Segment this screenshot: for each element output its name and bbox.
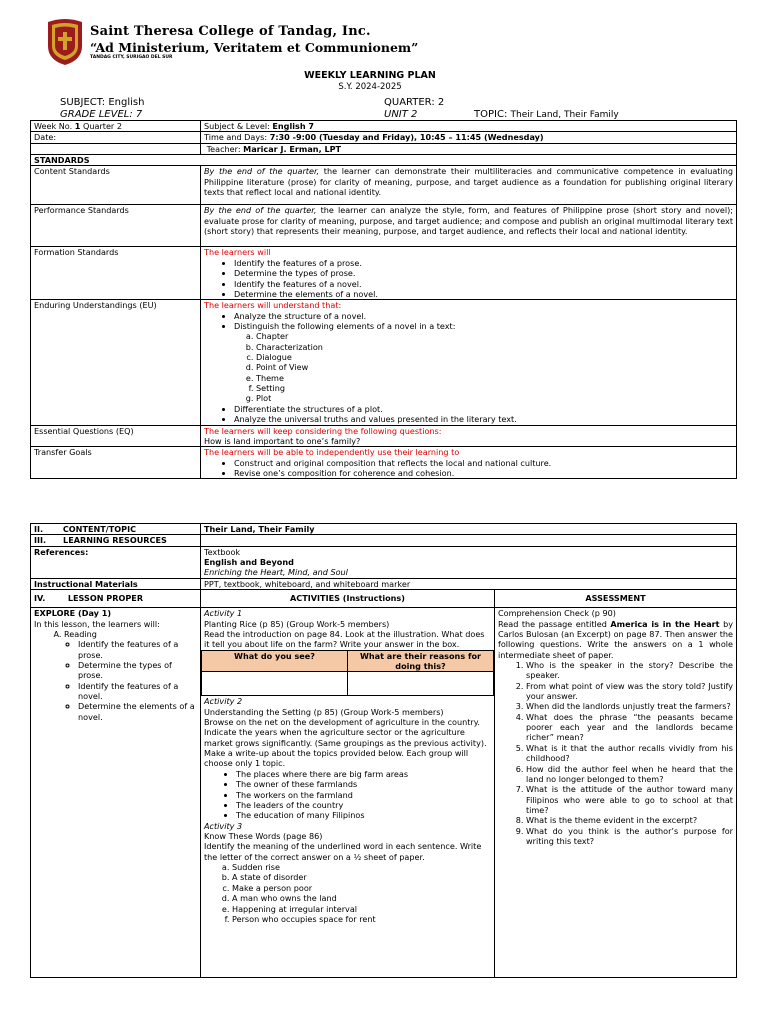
- materials-label: Instructional Materials: [31, 578, 201, 589]
- activity-1-text: Read the introduction on page 84. Look at the illustration. What does it tell you about life on the farm? Write your answer in the box.: [204, 628, 485, 650]
- formation-standards-cell: [201, 247, 737, 300]
- plan-title: WEEKLY LEARNING PLAN: [304, 70, 436, 81]
- performance-standards-label: Performance Standards: [31, 205, 201, 247]
- list-item: 8. What is the theme evident in the excerpt?: [526, 815, 733, 825]
- essential-intro: The learners will keep considering the following questions:: [204, 425, 442, 436]
- reference-type: Textbook: [204, 546, 241, 557]
- topic-heading: [474, 109, 619, 120]
- references-label: References:: [31, 546, 201, 578]
- school-motto: “Ad Ministerium, Veritatem et Communionem”: [90, 40, 419, 55]
- assessment-cell: [495, 608, 737, 978]
- explore-list: [34, 629, 197, 722]
- content-standards-text: By the end of the quarter, the learner can demonstrate their multiliteracies and communicative competence in evaluating Philippine literature (prose) for clarity of meaning, purpose, and target audience as a foundation for publishing original literary texts that reflect local and national identity.: [201, 166, 737, 205]
- table-row: [31, 132, 737, 143]
- activities-cell: [201, 608, 495, 978]
- list-item: • Revise one’s composition for coherence and cohesion.: [234, 468, 733, 478]
- table-row: [31, 546, 737, 578]
- list-item: • Differentiate the structures of a plot.: [234, 404, 733, 414]
- date-cell: Date:: [31, 132, 201, 143]
- list-item: • Identify the features of a prose.: [234, 258, 733, 268]
- table-row: [31, 608, 737, 978]
- essential-questions-cell: [201, 425, 737, 447]
- list-item: • The education of many Filipinos: [236, 810, 491, 820]
- formation-standards-label: Formation Standards: [31, 247, 201, 300]
- list-item: 9. What do you think is the author’s purpose for writing this text?: [526, 826, 733, 847]
- explore-title: EXPLORE (Day 1): [34, 608, 112, 619]
- explore-bullets: [64, 639, 197, 722]
- activities-header: ACTIVITIES (Instructions): [201, 590, 495, 608]
- table-row: [31, 590, 737, 608]
- list-item: f. Person who occupies space for rent: [232, 914, 491, 924]
- list-item: d. A man who owns the land: [232, 893, 491, 903]
- lesson-proper-label: IV. LESSON PROPER: [31, 590, 201, 608]
- list-item: • Distinguish the following elements of a novel in a text: a. Chapter b. Characterization c. Dialogue d. Point of View e. Theme f. Setting g. Plot: [234, 321, 733, 404]
- list-item: e. Happening at irregular interval: [232, 904, 491, 914]
- activity-3-choices: [204, 862, 491, 924]
- activity-1-col-reasons: What are their reasons for doing this?: [348, 650, 494, 672]
- explore-cell: [31, 608, 201, 978]
- time-days-cell: Time and Days: 7:30 -9:00 (Tuesday and Friday), 10:45 – 11:45 (Wednesday): [201, 132, 737, 143]
- assessment-questions: [498, 660, 733, 846]
- formation-list: [204, 258, 733, 299]
- table-row: [31, 205, 737, 247]
- reference-subtitle: Enriching the Heart, Mind, and Soul: [204, 567, 348, 578]
- enduring-list: [204, 311, 733, 425]
- enduring-understandings-cell: [201, 300, 737, 425]
- list-item: • Construct and original composition that reflects the local and national culture.: [234, 458, 733, 468]
- activity-1-table: [201, 650, 494, 697]
- list-item: c. Dialogue: [256, 352, 733, 362]
- unit-label: UNIT 2: [384, 109, 418, 120]
- list-item: 6. How did the author feel when he heard that the land no longer belonged to them?: [526, 764, 733, 785]
- references-cell: [201, 546, 737, 578]
- lesson-plan-table: [30, 523, 737, 978]
- list-item: ◦ Identify the features of a prose.: [78, 639, 197, 660]
- list-item: • Analyze the universal truths and values presented in the literary text.: [234, 414, 733, 424]
- school-seal-logo: [44, 16, 86, 66]
- transfer-goals-label: Transfer Goals: [31, 447, 201, 479]
- list-item: b. Characterization: [256, 342, 733, 352]
- topic-label: TOPIC:: [474, 109, 508, 120]
- activity-2-topics: [204, 769, 491, 821]
- list-item: 7. What is the attitude of the author toward many Filipinos who were able to go to school at that time?: [526, 784, 733, 815]
- transfer-goals-cell: [201, 447, 737, 479]
- formation-intro: The learners will: [204, 247, 271, 258]
- table-row: [31, 300, 737, 425]
- list-item: A. Reading ◦ Identify the features of a prose. ◦ Determine the types of prose. ◦ Identify the features of a novel. ◦ Determine the elements of a novel.: [64, 629, 197, 722]
- table-row: [202, 650, 494, 672]
- learning-resources-label: III. LEARNING RESOURCES: [31, 535, 201, 546]
- activity-3-title: Activity 3: [204, 820, 243, 831]
- content-topic-label: II. CONTENT/TOPIC: [31, 524, 201, 535]
- transfer-intro: The learners will be able to independently use their learning to: [204, 447, 460, 458]
- list-item: 5. What is it that the author recalls vividly from his childhood?: [526, 743, 733, 764]
- activity-2-text: Browse on the net on the development of agriculture in the country. Indicate the years when the agriculture sector or the agriculture market grows significantly. (Same groupings as the previous activity).: [204, 717, 487, 748]
- list-item: • The leaders of the country: [236, 800, 491, 810]
- table-row: [31, 447, 737, 479]
- list-item: ◦ Determine the types of prose.: [78, 660, 197, 681]
- list-item: • Determine the elements of a novel.: [234, 289, 733, 299]
- list-item: 2. From what point of view was the story told? Justify your answer.: [526, 681, 733, 702]
- list-item: • Identify the features of a novel.: [234, 279, 733, 289]
- list-item: a. Chapter: [256, 331, 733, 341]
- grade-level-label: GRADE LEVEL: 7: [60, 109, 143, 120]
- topic-value: Their Land, Their Family: [510, 110, 619, 120]
- quarter-label: QUARTER: 2: [384, 97, 445, 108]
- table-row: [31, 155, 737, 166]
- list-item: • The workers on the farmland: [236, 790, 491, 800]
- subject-level-cell: Subject & Level: English 7: [201, 121, 737, 132]
- school-address: TANDAG CITY, SURIGAO DEL SUR: [90, 55, 173, 60]
- assessment-intro: Read the passage entitled America is in the Heart by Carlos Bulosan (an Excerpt) on page 87. Then answer the following questions. Write the answers on a 1 whole intermediate sheet of paper.: [498, 618, 733, 660]
- content-standards-label: Content Standards: [31, 166, 201, 205]
- table-row: [202, 672, 494, 696]
- activity-1-name: Planting Rice (p 85) (Group Work-5 members): [204, 618, 390, 629]
- enduring-understandings-label: Enduring Understandings (EU): [31, 300, 201, 425]
- essential-question: How is land important to one’s family?: [204, 435, 361, 446]
- activity-3-text: Identify the meaning of the underlined word in each sentence. Write the letter of the correct answer on a ½ sheet of paper.: [204, 841, 482, 862]
- list-item: a. Sudden rise: [232, 862, 491, 872]
- standards-table: [30, 120, 737, 479]
- list-item: 3. When did the landlords unjustly treat the farmers?: [526, 701, 733, 711]
- school-name: Saint Theresa College of Tandag, Inc.: [90, 24, 371, 39]
- assessment-header: ASSESSMENT: [495, 590, 737, 608]
- list-item: c. Make a person poor: [232, 883, 491, 893]
- table-row: [31, 121, 737, 132]
- content-topic-value: Their Land, Their Family: [201, 524, 737, 535]
- activity-1-title: Activity 1: [204, 608, 243, 619]
- standards-heading: STANDARDS: [31, 155, 737, 166]
- enduring-intro: The learners will understand that:: [204, 300, 342, 311]
- week-cell: Week No. 1 Quarter 2: [31, 121, 201, 132]
- performance-standards-text: By the end of the quarter, the learner can analyze the style, form, and features of Philippine prose (short story and novel); evaluate prose for clarity of meaning, purpose, and target audience; and compose and publish an original multimodal literary text (short story) that represents their meaning, purpose, and target audience, and reflects their local and national identity.: [201, 205, 737, 247]
- activity-2-text2: Make a write-up about the topics provided below. Each group will choose only 1 topic.: [204, 748, 469, 769]
- list-item: ◦ Identify the features of a novel.: [78, 681, 197, 702]
- table-row: [31, 524, 737, 535]
- explore-intro: In this lesson, the learners will:: [34, 618, 160, 629]
- assessment-title: Comprehension Check (p 90): [498, 608, 616, 619]
- transfer-list: [204, 458, 733, 479]
- list-item: 4. What does the phrase “the peasants became poorer each year and the landlords became richer” mean?: [526, 712, 733, 743]
- list-item: g. Plot: [256, 393, 733, 403]
- teacher-cell: Teacher: Maricar J. Erman, LPT: [201, 143, 737, 154]
- list-item: e. Theme: [256, 373, 733, 383]
- reference-title: English and Beyond: [204, 557, 294, 568]
- table-row: [31, 535, 737, 546]
- list-item: • Determine the types of prose.: [234, 268, 733, 278]
- novel-elements-list: [234, 331, 733, 404]
- table-row: [31, 247, 737, 300]
- subject-label: SUBJECT: English: [60, 97, 145, 108]
- essential-questions-label: Essential Questions (EQ): [31, 425, 201, 447]
- list-item: d. Point of View: [256, 362, 733, 372]
- table-row: [31, 143, 737, 154]
- list-item: ◦ Determine the elements of a novel.: [78, 701, 197, 722]
- list-item: • The places where there are big farm areas: [236, 769, 491, 779]
- school-year: S.Y. 2024-2025: [338, 82, 402, 92]
- list-item: f. Setting: [256, 383, 733, 393]
- activity-3-name: Know These Words (page 86): [204, 830, 323, 841]
- activity-2-title: Activity 2: [204, 696, 243, 707]
- table-row: [31, 166, 737, 205]
- list-item: b. A state of disorder: [232, 872, 491, 882]
- list-item: • The owner of these farmlands: [236, 779, 491, 789]
- table-row: [31, 578, 737, 589]
- activity-1-col-see: What do you see?: [202, 650, 348, 672]
- table-row: [31, 425, 737, 447]
- materials-value: PPT, textbook, whiteboard, and whiteboard marker: [201, 578, 737, 589]
- list-item: • Analyze the structure of a novel.: [234, 311, 733, 321]
- list-item: 1. Who is the speaker in the story? Describe the speaker.: [526, 660, 733, 681]
- activity-2-name: Understanding the Setting (p 85) (Group Work-5 members): [204, 706, 444, 717]
